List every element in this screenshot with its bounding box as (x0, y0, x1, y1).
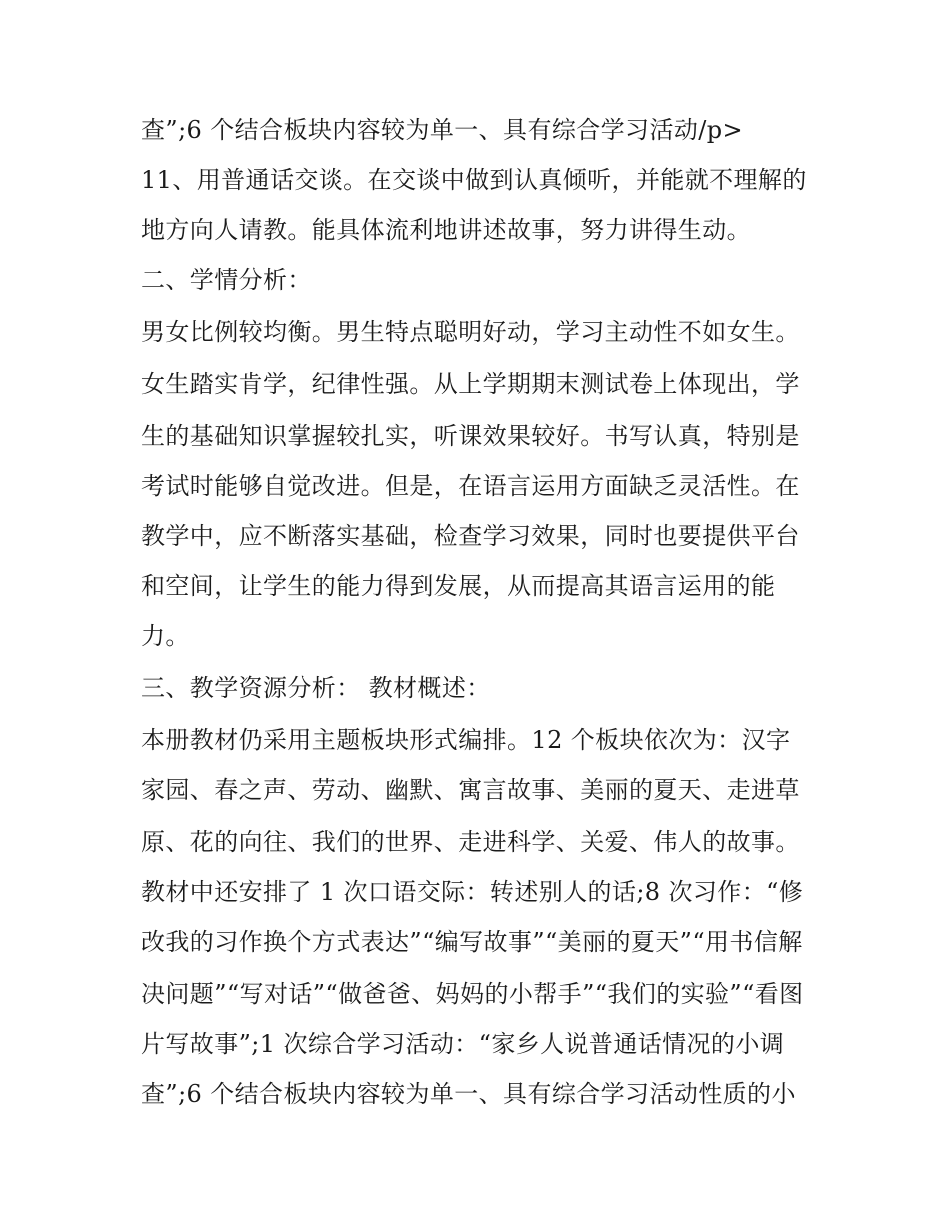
text-line-14: 家园、春之声、劳动、幽默、寓言故事、美丽的夏天、走进草 (141, 776, 800, 804)
text-line-1: 查”;6 个结合板块内容较为单一、具有综合学习活动/p> (141, 116, 744, 144)
text-line-2: 11、用普通话交谈。在交谈中做到认真倾听，并能就不理解的 (141, 166, 807, 194)
text-line-8: 考试时能够自觉改进。但是，在语言运用方面缺乏灵活性。在 (141, 472, 800, 500)
text-line-11: 力。 (141, 622, 190, 650)
text-line-10: 和空间，让学生的能力得到发展，从而提高其语言运用的能 (141, 572, 776, 600)
text-line-9: 教学中，应不断落实基础，检查学习效果，同时也要提供平台 (141, 522, 800, 550)
text-line-18: 决问题”“写对话”“做爸爸、妈妈的小帮手”“我们的实验”“看图 (141, 980, 804, 1008)
text-line-5: 男女比例较均衡。男生特点聪明好动，学习主动性不如女生。 (141, 318, 800, 346)
section-heading-learning-analysis: 二、学情分析： (141, 266, 312, 294)
text-line-3: 地方向人请教。能具体流利地讲述故事，努力讲得生动。 (141, 216, 751, 244)
text-line-17: 改我的习作换个方式表达”“编写故事”“美丽的夏天”“用书信解 (141, 928, 803, 956)
text-line-13: 本册教材仍采用主题板块形式编排。12 个板块依次为：汉字 (141, 726, 791, 754)
section-heading-resource-analysis: 三、教学资源分析： 教材概述： (141, 674, 491, 702)
text-line-16: 教材中还安排了 1 次口语交际：转述别人的话;8 次习作：“修 (141, 878, 804, 906)
text-line-6: 女生踏实肯学，纪律性强。从上学期期末测试卷上体现出，学 (141, 370, 800, 398)
text-line-20: 查”;6 个结合板块内容较为单一、具有综合学习活动性质的小 (141, 1080, 796, 1108)
text-line-15: 原、花的向往、我们的世界、走进科学、关爱、伟人的故事。 (141, 828, 800, 856)
text-line-19: 片写故事”;1 次综合学习活动：“家乡人说普通话情况的小调 (141, 1030, 785, 1058)
text-line-7: 生的基础知识掌握较扎实，听课效果较好。书写认真，特别是 (141, 422, 800, 450)
